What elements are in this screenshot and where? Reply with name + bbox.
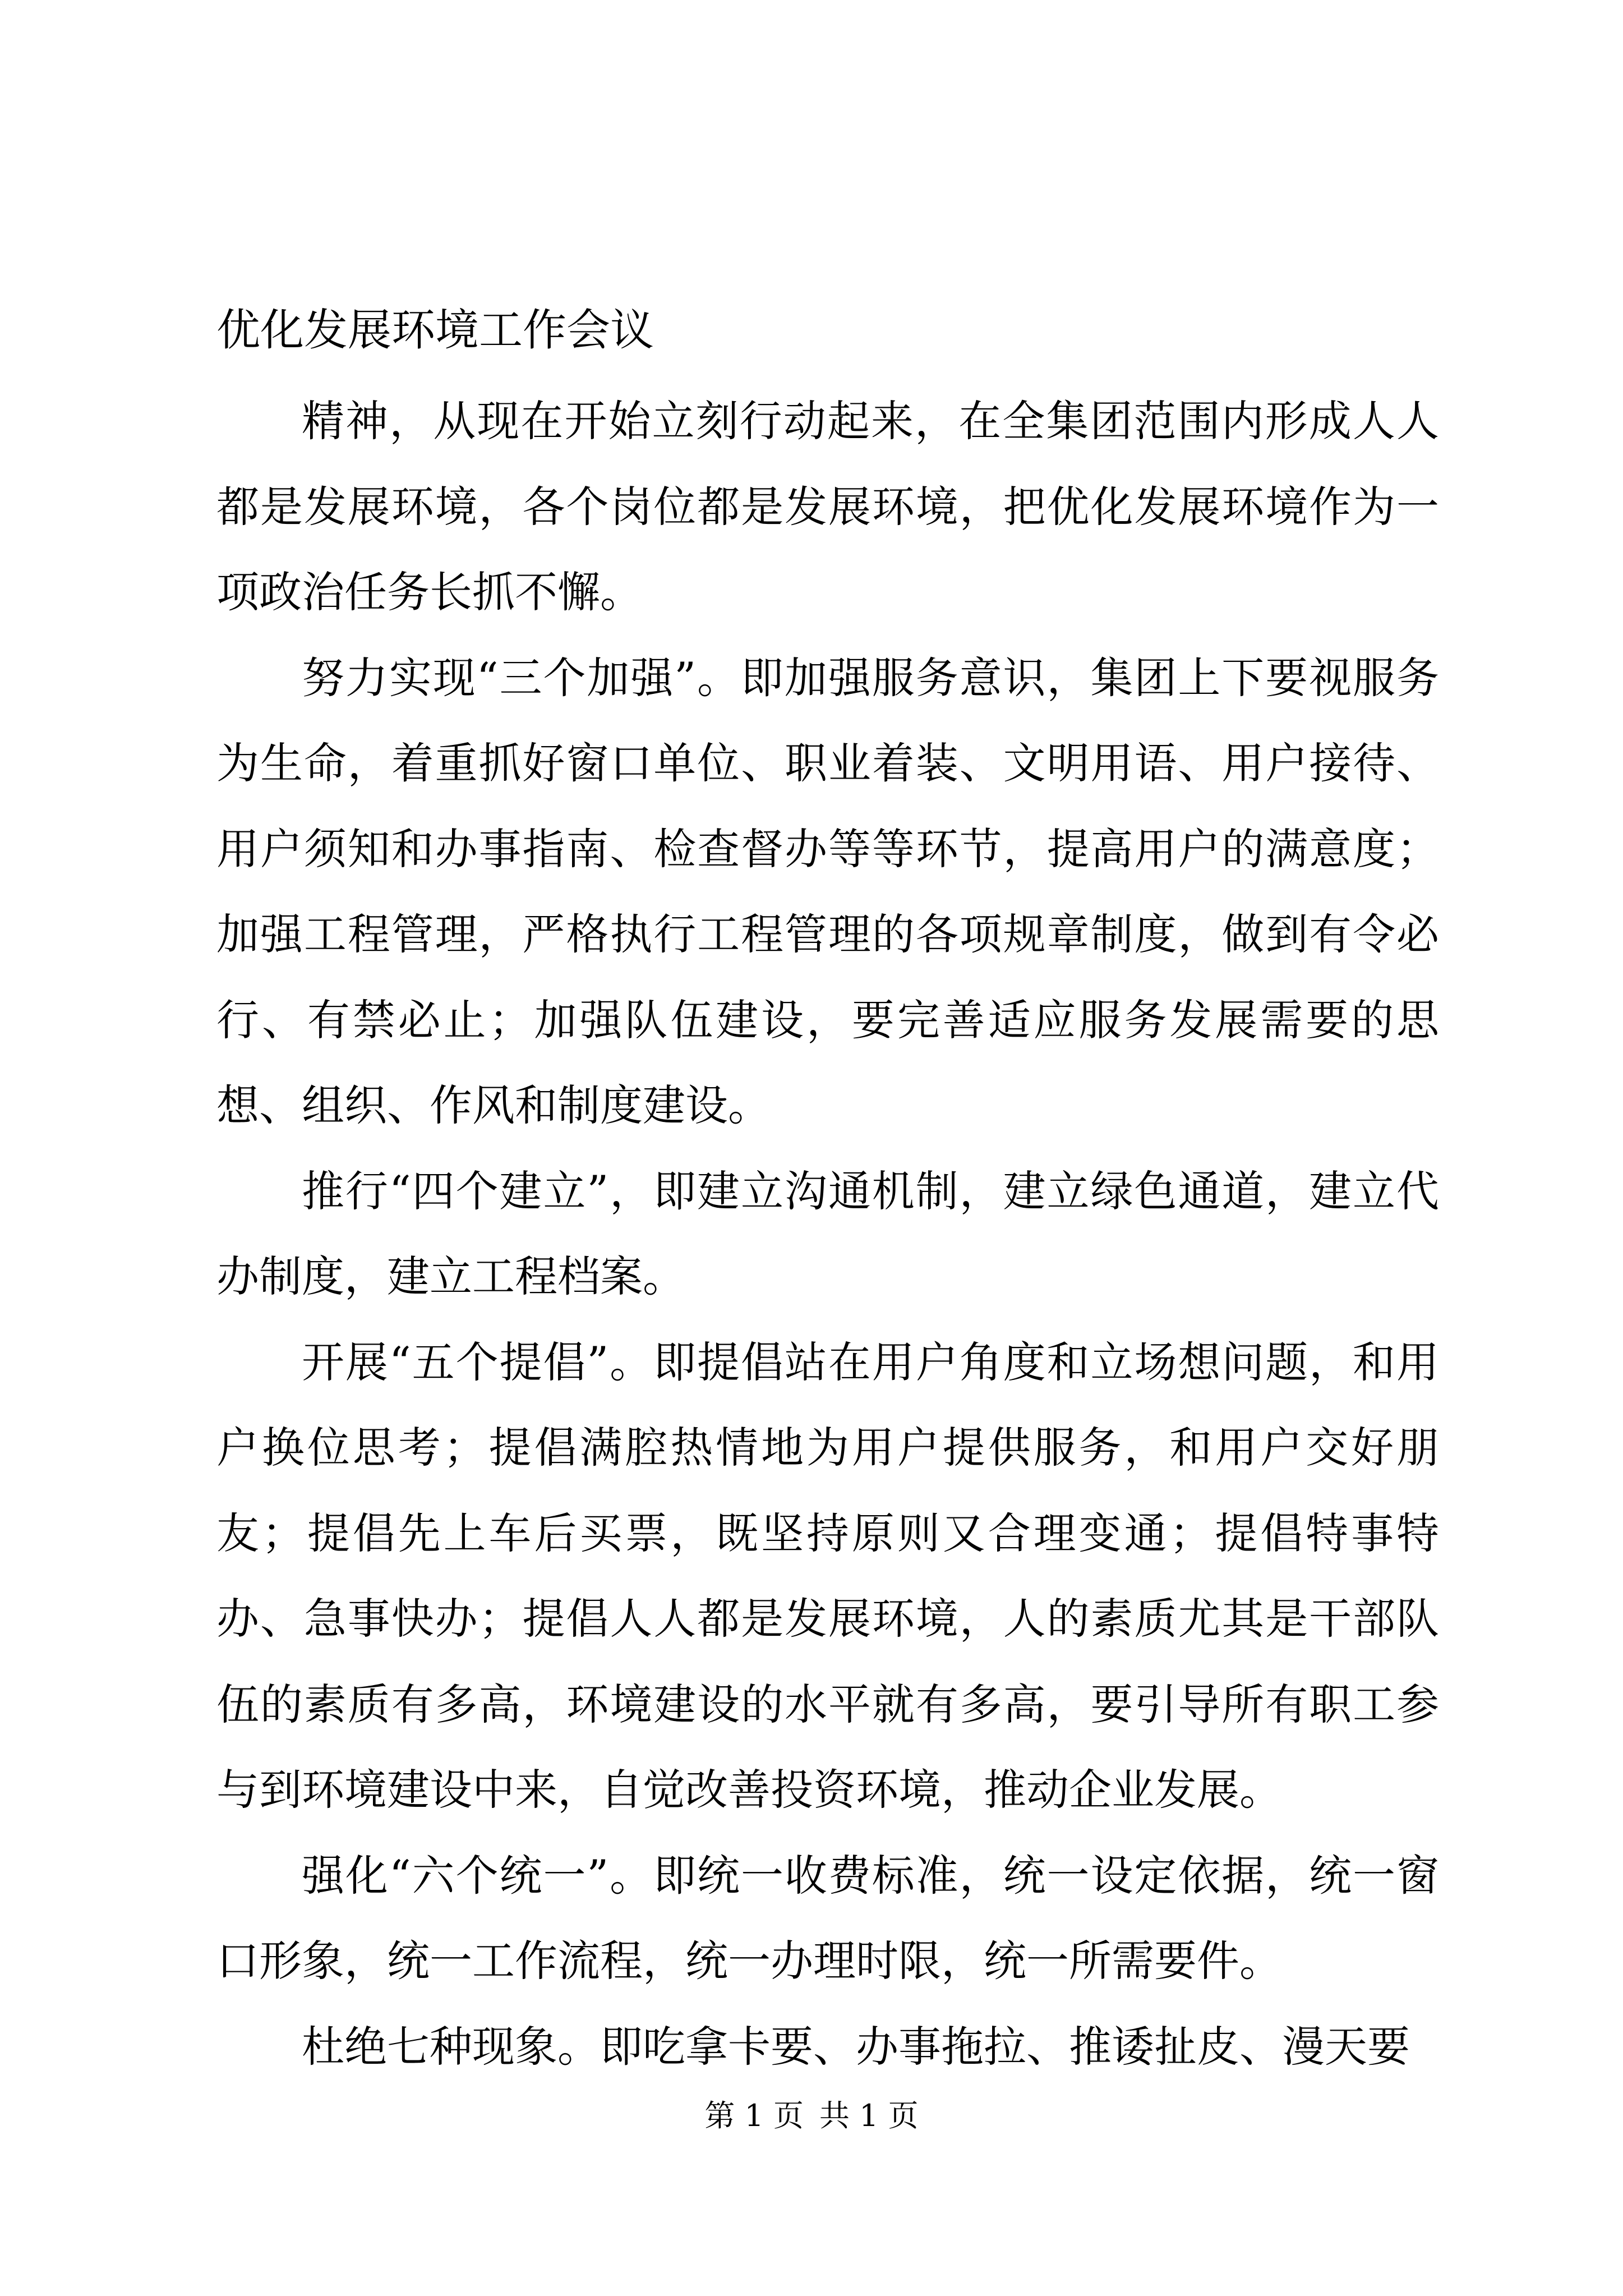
paragraph-4: 开展“五个提倡”。即提倡站在用户角度和立场想问题，和用户换位思考；提倡满腔热情地为用户提供服务，和用户交好朋友；提倡先上车后买票，既坚持原则又合理变通；提倡特事特办、急事快办；提倡人人都是发展环境，人的素质尤其是干部队伍的素质有多高，环境建设的水平就有多高，要引导所有职工参与到环境建设中来，自觉改善投资环境，推动企业发展。 [216,1337,1439,1815]
page-number-current: 第 1 页 [704,2098,804,2133]
paragraph-5: 强化“六个统一”。即统一收费标准，统一设定依据，统一窗口形象，统一工作流程，统一办理时限，统一所需要件。 [216,1850,1439,1986]
document-title: 优化发展环境工作会议 [216,305,654,356]
paragraph-6: 杜绝七种现象。即吃拿卡要、办事拖拉、推诿扯皮、漫天要 [302,2021,1410,2072]
page-footer [0,2098,1623,2133]
page-number-total: 共 1 页 [819,2098,919,2133]
paragraph-1: 精神，从现在开始立刻行动起来，在全集团范围内形成人人都是发展环境，各个岗位都是发展环境，把优化发展环境作为一项政治任务长抓不懈。 [216,396,1439,617]
document-body [216,379,1439,2090]
paragraph-2: 努力实现“三个加强”。即加强服务意识，集团上下要视服务为生命，着重抓好窗口单位、职业着装、文明用语、用户接待、用户须知和办事指南、检查督办等等环节，提高用户的满意度；加强工程管理，严格执行工程管理的各项规章制度，做到有令必行、有禁必止；加强队伍建设，要完善适应服务发展需要的思想、组织、作风和制度建设。 [216,652,1439,1130]
paragraph-3: 推行“四个建立”，即建立沟通机制，建立绿色通道，建立代办制度，建立工程档案。 [216,1166,1439,1301]
